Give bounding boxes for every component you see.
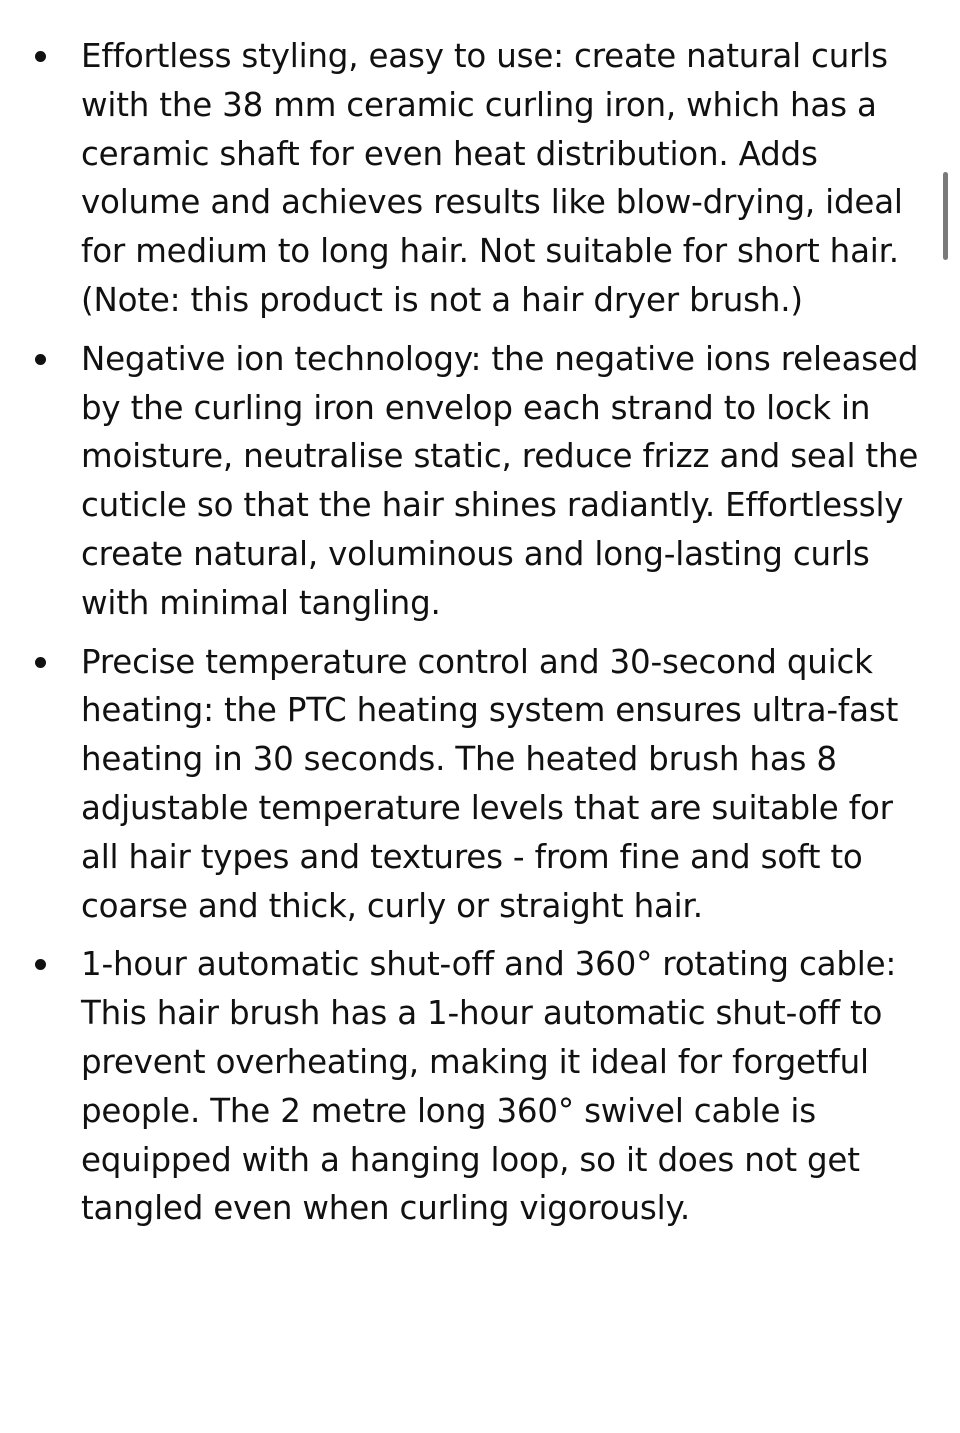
feature-bullet-shut-off xyxy=(0,940,940,1233)
feature-bullet-negative-ion xyxy=(0,335,940,628)
feature-bullet-text: 1-hour automatic shut-off and 360° rotating cable: This hair brush has a 1-hour automatic shut-off to prevent overheating, making it ideal for forgetful people. The 2 metre long 360° swivel cable is equipped with a hanging loop, so it does not get tangled even when curling vigorously. xyxy=(81,945,897,1228)
feature-bullet-text: Negative ion technology: the negative ions released by the curling iron envelop each strand to lock in moisture, neutralise static, reduce frizz and seal the cuticle so that the hair shines radiantly. Effortlessly create natural, voluminous and long-lasting curls with minimal tangling. xyxy=(81,339,919,622)
feature-bullet-styling xyxy=(0,32,940,325)
bullet-dot-icon xyxy=(35,51,46,62)
product-description xyxy=(0,32,940,1243)
feature-bullet-list xyxy=(0,32,940,1233)
bullet-dot-icon xyxy=(35,354,46,365)
feature-bullet-temperature xyxy=(0,638,940,931)
bullet-dot-icon xyxy=(35,657,46,668)
feature-bullet-text: Precise temperature control and 30-second quick heating: the PTC heating system ensures ultra-fast heating in 30 seconds. The heated brush has 8 adjustable temperature levels that are suitable for all hair types and textures - from fine and soft to coarse and thick, curly or straight hair. xyxy=(81,642,899,925)
bullet-dot-icon xyxy=(35,959,46,970)
feature-bullet-text: Effortless styling, easy to use: create natural curls with the 38 mm ceramic curling iron, which has a ceramic shaft for even heat distribution. Adds volume and achieves results like blow-drying, ideal for medium to long hair. Not suitable for short hair. (Note: this product is not a hair dryer brush.) xyxy=(81,37,903,319)
scrollbar-thumb[interactable] xyxy=(943,172,948,260)
